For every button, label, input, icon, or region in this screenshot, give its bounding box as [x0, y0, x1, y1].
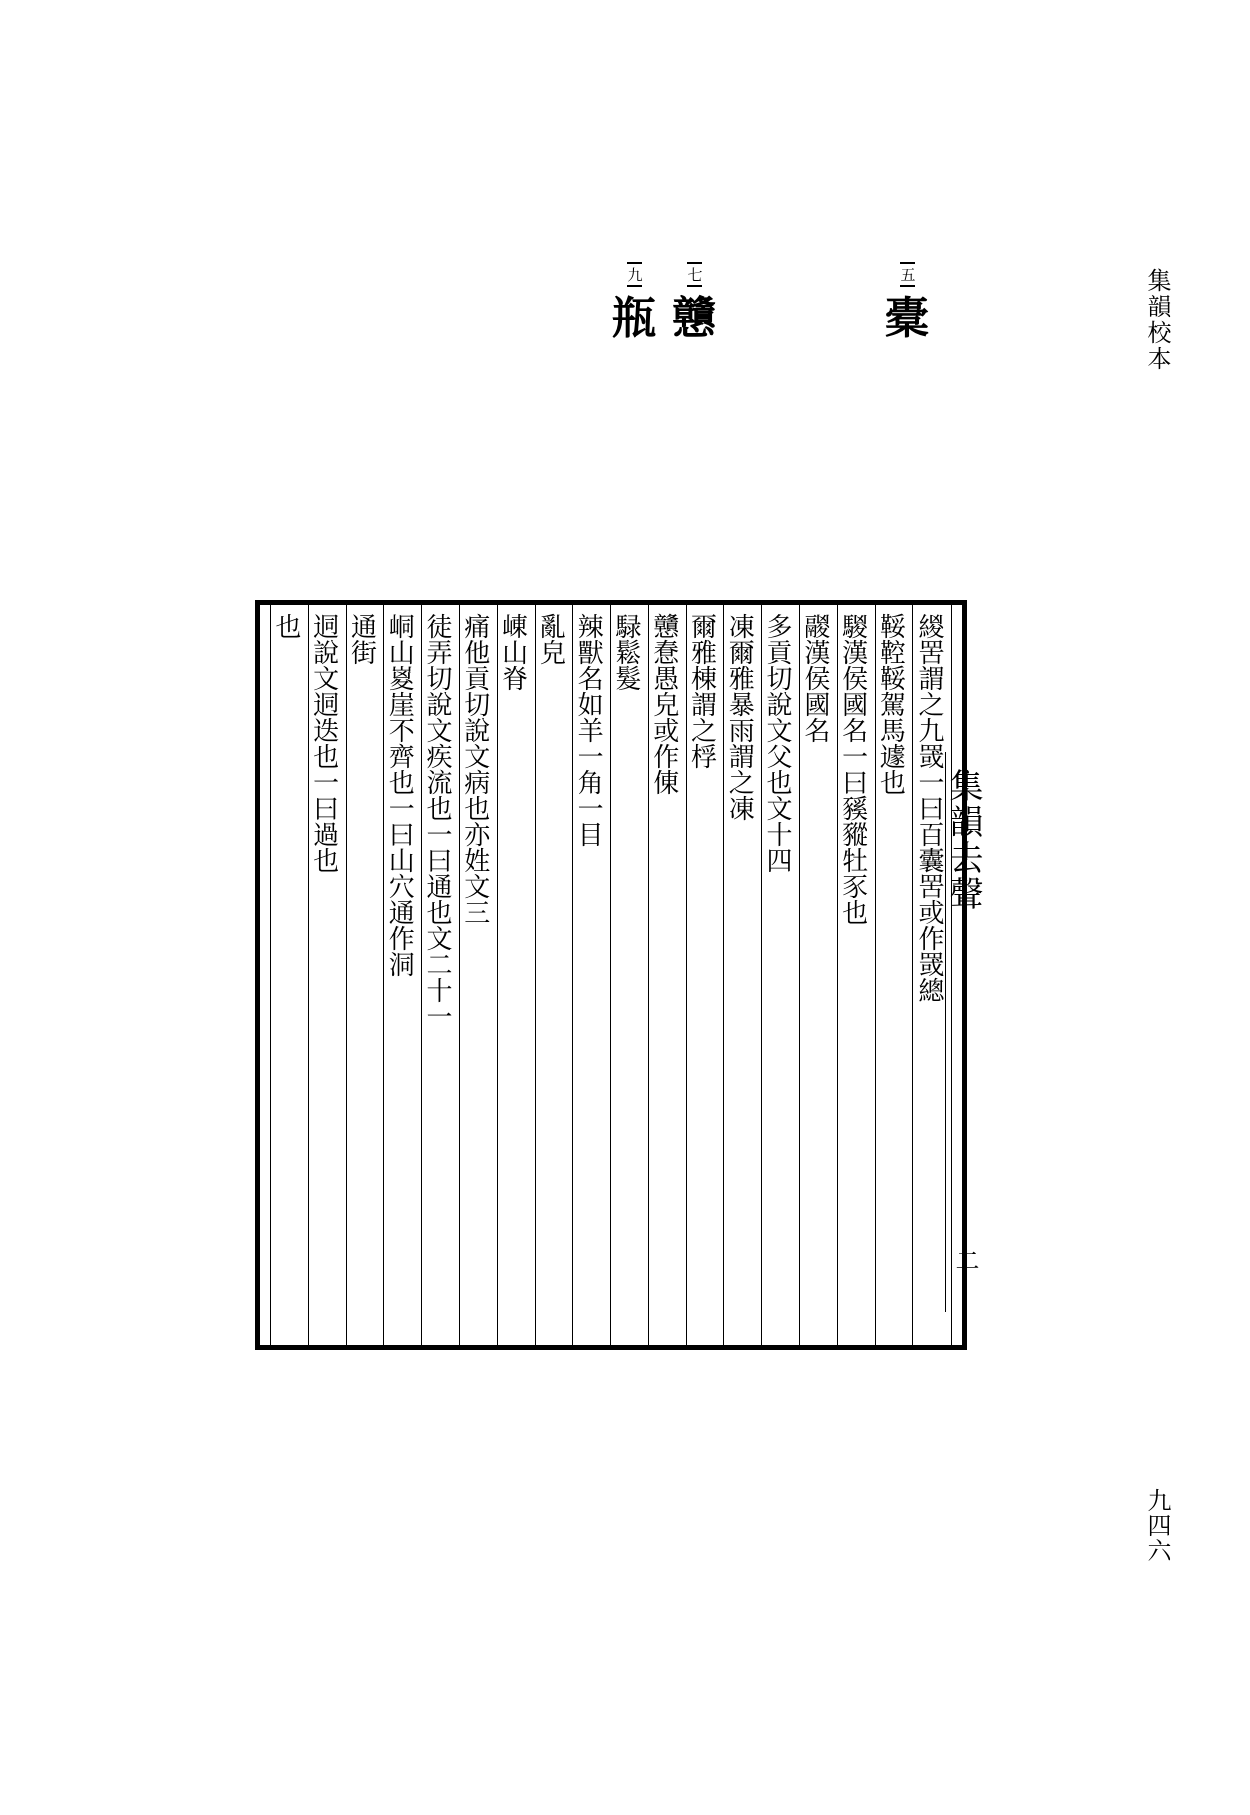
text-column: 辣獸名如羊一角一目: [573, 605, 611, 1345]
text-column: 痛他貢切說文病也亦姓文三: [460, 605, 498, 1345]
text-column: 戇惷愚皃或作倲: [649, 605, 687, 1345]
text-column: 騣漢侯國名一曰豯豵牡豕也: [838, 605, 876, 1345]
text-column: 多貢切說文父也文十四: [762, 605, 800, 1345]
text-column: 鞖鞚鞖駕馬遽也: [876, 605, 914, 1345]
text-column: 鬷漢侯國名: [800, 605, 838, 1345]
block-margin-title: 集韻去聲: [943, 768, 983, 912]
block-folio-number: 二: [951, 1248, 979, 1272]
woodblock-page: [255, 600, 967, 1350]
text-column: 迵說文迵迭也一曰過也: [309, 605, 347, 1345]
text-columns: [270, 605, 952, 1345]
collation-note: [612, 262, 656, 344]
text-column: 峒山嵏崖不齊也一曰山穴通作洞: [384, 605, 422, 1345]
text-column: 亂皃: [536, 605, 574, 1345]
note-marker: 九: [627, 262, 642, 287]
text-column: 也: [271, 605, 309, 1345]
note-marker: 五: [900, 262, 915, 287]
text-column: 緵罟謂之九罭一曰百囊罟或作罭總: [914, 613, 944, 1003]
note-marker: 七: [687, 262, 702, 287]
header-title: 集韻校本: [1143, 268, 1171, 372]
text-column: 徒弄切說文疾流也一曰通也文二十一: [422, 605, 460, 1345]
text-column: 爾雅棟謂之桴: [687, 605, 725, 1345]
collation-note: [885, 262, 929, 344]
note-character: 瓶: [612, 293, 656, 344]
note-character: 橐: [885, 293, 929, 344]
text-column: 崠山脊: [498, 605, 536, 1345]
text-column: 凍爾雅暴雨謂之凍: [724, 605, 762, 1345]
note-character: 戇: [672, 293, 716, 344]
text-column: 騄鬆髮: [611, 605, 649, 1345]
page-number: 九四六: [1143, 1488, 1171, 1563]
text-column: 通街: [347, 605, 385, 1345]
collation-note: [672, 262, 716, 344]
